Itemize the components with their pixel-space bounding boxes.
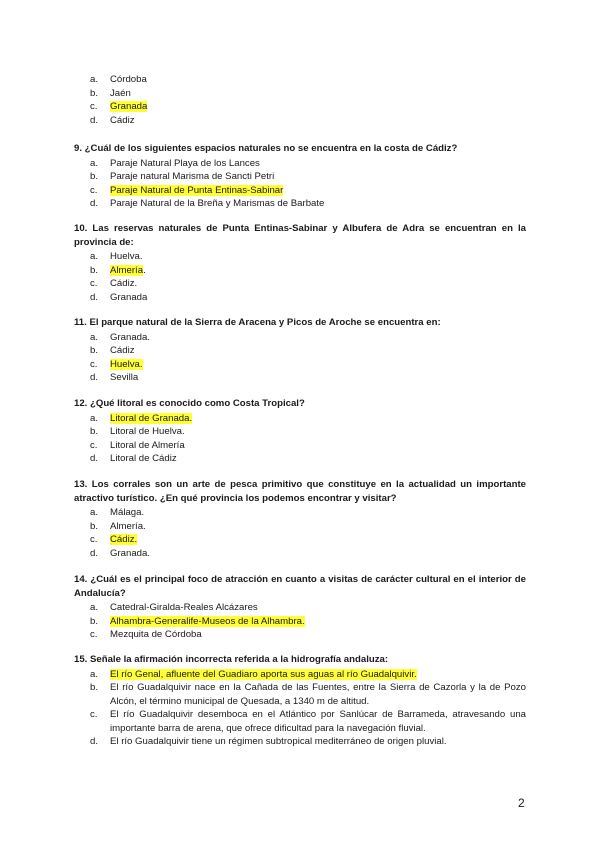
question-10 (74, 222, 526, 304)
option-text: Catedral-Giralda-Reales Alcázares (110, 602, 258, 613)
option-text-highlighted: Granada (110, 101, 148, 113)
option-text: Mezquita de Córdoba (110, 629, 202, 641)
option-b: b. Alhambra-Generalife-Museos de la Alhambra. (90, 615, 305, 627)
option-text: Paraje natural Marisma de Sancti Petri (110, 171, 275, 183)
option-b: b. Paraje natural Marisma de Sancti Petri (90, 171, 275, 183)
option-text: Litoral de Cádiz (110, 453, 177, 465)
option-text: Paraje Natural Playa de los Lances (110, 157, 260, 169)
option-text: Cádiz (110, 345, 135, 357)
option-c: c. Cádiz. (90, 534, 138, 546)
option-text: Litoral de Almería (110, 439, 185, 451)
option-d: d. Granada (90, 291, 148, 303)
option-c: c. El río Guadalquivir desemboca en el Atlántico por Sanlúcar de Barrameda, atravesando una importante barra de arena, que ofrece dificultad para la navegación fluvial. (90, 709, 526, 734)
question-14 (74, 573, 526, 642)
options-list (74, 250, 526, 304)
option-b: b. Cádiz (90, 345, 135, 357)
question-8 (74, 73, 526, 127)
question-title: 10. Las reservas naturales de Punta Entinas-Sabinar y Albufera de Adra se encuentran en la provincia de: (74, 223, 526, 248)
option-c: c. Granada (90, 101, 148, 113)
question-title: 14. ¿Cuál es el principal foco de atracción en cuanto a visitas de carácter cultural en el interior de Andalucía? (74, 574, 526, 599)
question-13 (74, 478, 526, 560)
options-list (74, 157, 526, 211)
option-text: Paraje Natural de la Breña y Marismas de Barbate (110, 198, 325, 210)
option-d: d. El río Guadalquivir tiene un régimen subtropical mediterráneo de origen pluvial. (90, 736, 447, 748)
option-a: a. Córdoba (90, 74, 147, 85)
option-text: Cádiz. (110, 278, 138, 290)
question-title: 12. ¿Qué litoral es conocido como Costa Tropical? (74, 398, 305, 409)
option-a: a. Málaga. (90, 507, 145, 518)
options-list (74, 506, 526, 560)
option-c: c. Cádiz. (90, 278, 138, 290)
option-text-highlighted: Paraje Natural de Punta Entinas-Sabinar (110, 184, 284, 196)
option-text: Cádiz (110, 114, 135, 126)
options-list (74, 331, 526, 385)
question-title: 13. Los corrales son un arte de pesca primitivo que constituye en la actualidad un importante atractivo turístico. ¿En qué provincia los podemos encontrar y visitar? (74, 479, 526, 504)
option-text: El río Guadalquivir tiene un régimen subtropical mediterráneo de origen pluvial. (110, 736, 447, 748)
option-text: Sevilla (110, 372, 139, 384)
question-12 (74, 397, 526, 466)
option-text: Granada. (110, 331, 151, 343)
options-list (74, 601, 526, 642)
options-list (74, 73, 526, 127)
option-a: a. El río Genal, afluente del Guadiaro aporta sus aguas al río Guadalquivir. (90, 668, 417, 680)
option-text-highlighted: Litoral de Granada. (110, 412, 193, 424)
option-d: d. Cádiz (90, 114, 135, 126)
options-list (74, 668, 526, 750)
option-d: d. Litoral de Cádiz (90, 453, 177, 465)
option-a: a. Catedral-Giralda-Reales Alcázares (90, 602, 258, 613)
option-text: El río Guadalquivir nace en la Cañada de las Fuentes, entre la Sierra de Cazorla y la de Pozo Alcón, el término municipal de Quesada, a 1340 m de altitud. (110, 682, 526, 707)
option-text-highlighted: Almería (110, 264, 144, 276)
option-b: b. Almería. (90, 520, 146, 532)
option-text: El río Guadalquivir desemboca en el Atlántico por Sanlúcar de Barrameda, atravesando una importante barra de arena, que ofrece dificultad para la navegación fluvial. (110, 709, 526, 734)
option-d: d. Granada. (90, 547, 151, 559)
option-text-highlighted: Huelva. (110, 358, 143, 370)
option-text-highlighted: Alhambra-Generalife-Museos de la Alhambra. (110, 615, 305, 627)
option-text: Málaga. (110, 507, 145, 518)
page-number: 2 (518, 796, 525, 810)
option-text-highlighted: Cádiz. (110, 534, 138, 546)
option-a: a. Litoral de Granada. (90, 412, 193, 424)
option-d: d. Paraje Natural de la Breña y Marismas de Barbate (90, 198, 325, 210)
option-text: Almería. (110, 520, 146, 532)
option-b: b. Jaén (90, 87, 131, 99)
question-title: 9. ¿Cuál de los siguientes espacios naturales no se encuentra en la costa de Cádiz? (74, 143, 458, 154)
option-d: d. Sevilla (90, 372, 139, 384)
option-a: a. Huelva. (90, 251, 143, 262)
option-c: c. Huelva. (90, 358, 143, 370)
option-c: c. Mezquita de Córdoba (90, 629, 202, 641)
option-a: a. Paraje Natural Playa de los Lances (90, 157, 260, 169)
question-title: 15. Señale la afirmación incorrecta referida a la hidrografía andaluza: (74, 654, 389, 665)
option-text: Litoral de Huelva. (110, 426, 185, 438)
option-c: c. Paraje Natural de Punta Entinas-Sabinar (90, 184, 284, 196)
option-c: c. Litoral de Almería (90, 439, 185, 451)
option-text: Córdoba (110, 74, 147, 85)
option-text-highlighted: El río Genal, afluente del Guadiaro aporta sus aguas al río Guadalquivir. (110, 668, 417, 680)
options-list (74, 412, 526, 466)
question-15 (74, 653, 526, 749)
option-text: Jaén (110, 87, 131, 99)
option-b: b. El río Guadalquivir nace en la Cañada de las Fuentes, entre la Sierra de Cazorla y la de Pozo Alcón, el término municipal de Quesada, a 1340 m de altitud. (90, 682, 526, 707)
option-text: Granada (110, 291, 148, 303)
option-b: b. Litoral de Huelva. (90, 426, 185, 438)
question-11 (74, 316, 526, 385)
option-b: b. Almería. (90, 264, 146, 276)
option-text: Granada. (110, 547, 151, 559)
option-text-rest: . (143, 264, 146, 276)
question-9 (74, 142, 526, 211)
option-text: Huelva. (110, 251, 143, 262)
option-a: a. Granada. (90, 331, 151, 343)
question-title: 11. El parque natural de la Sierra de Aracena y Picos de Aroche se encuentra en: (74, 317, 441, 328)
